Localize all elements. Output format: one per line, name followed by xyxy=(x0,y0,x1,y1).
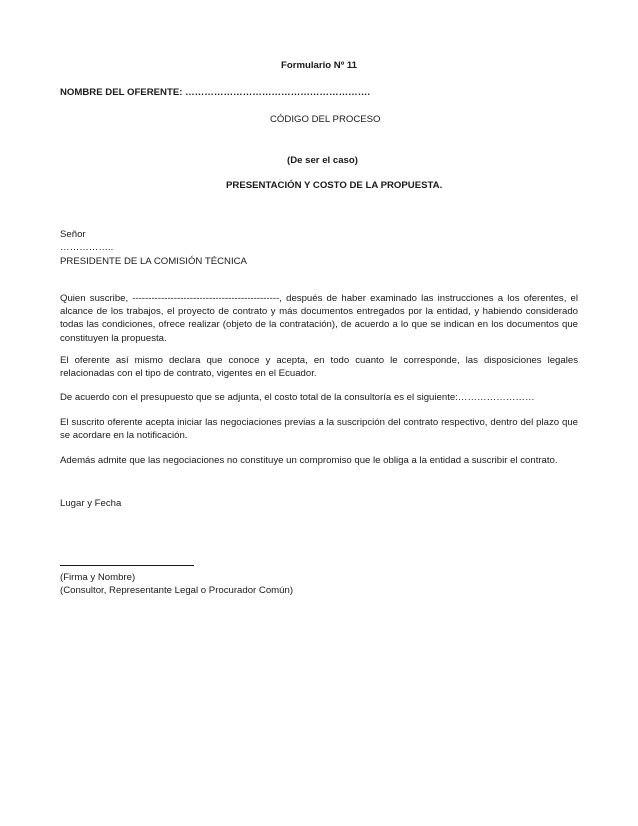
form-number: Formulario Nº 11 xyxy=(281,60,358,71)
addressee-position: PRESIDENTE DE LA COMISIÓN TÉCNICA xyxy=(60,256,247,267)
addressee-name-placeholder: …………….. xyxy=(60,242,114,253)
process-code: CÓDIGO DEL PROCESO xyxy=(270,114,381,125)
signature-line xyxy=(60,565,194,566)
paragraph-no-commitment: Además admite que las negociaciones no constituye un compromiso que le obliga a la entidad a suscribir el contrato. xyxy=(60,455,558,466)
document-title: PRESENTACIÓN Y COSTO DE LA PROPUESTA. xyxy=(226,180,443,191)
salutation: Señor xyxy=(60,229,86,240)
place-and-date: Lugar y Fecha xyxy=(60,498,122,509)
if-applicable-note: (De ser el caso) xyxy=(287,155,358,166)
paragraph-offer: Quien suscribe, ----------------------------------------------, después de haber examinado las instrucciones a los oferentes, el alcance de los trabajos, el proyecto de contrato y más documentos entregados por la entidad, y habiendo considerado todas las condiciones, ofrece realizar (objeto de la contratación), de acuerdo a lo que se indican en los documentos que constituyen la propuesta. xyxy=(60,293,578,344)
signature-caption: (Firma y Nombre) xyxy=(60,572,136,583)
paragraph-total-cost: De acuerdo con el presupuesto que se adjunta, el costo total de la consultoría es el siguiente:…………………… xyxy=(60,392,535,403)
signatory-role: (Consultor, Representante Legal o Procurador Común) xyxy=(60,585,294,596)
paragraph-legal-acceptance: El oferente así mismo declara que conoce y acepta, en todo cuanto le corresponde, las disposiciones legales relacionadas con el tipo de contrato, vigentes en el Ecuador. xyxy=(60,355,578,380)
paragraph-negotiations: El suscrito oferente acepta iniciar las negociaciones previas a la suscripción del contrato respectivo, dentro del plazo que se acordare en la notificación. xyxy=(60,417,578,442)
bidder-name-label: NOMBRE DEL OFERENTE: …………………………………………………. xyxy=(60,87,371,98)
